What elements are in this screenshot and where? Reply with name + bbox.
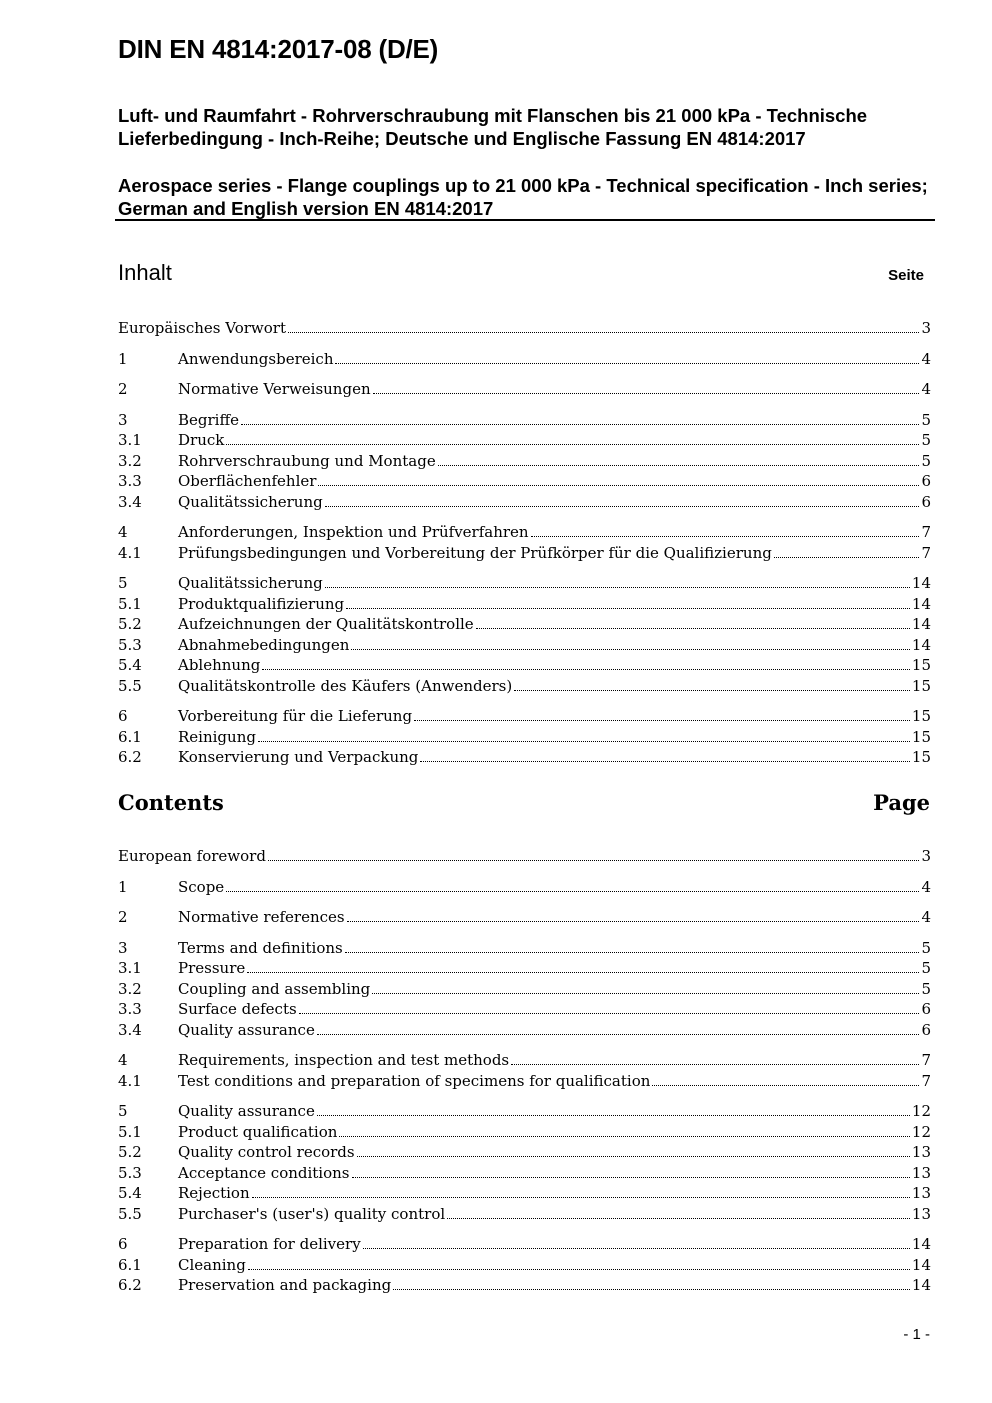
toc-entry-title: Abnahmebedingungen	[178, 635, 350, 654]
toc-entry-page: 14	[911, 1255, 931, 1274]
toc-entry-page: 15	[911, 676, 931, 695]
toc-dot-leader	[226, 444, 919, 445]
toc-entry-title: Rejection	[178, 1184, 250, 1202]
toc-entry[interactable]	[118, 1050, 931, 1071]
toc-entry[interactable]	[118, 1142, 931, 1163]
toc-dot-leader	[447, 1218, 910, 1219]
toc-entry-number: 5.4	[118, 656, 142, 674]
toc-dot-leader	[352, 1177, 910, 1178]
toc-entry[interactable]	[118, 1255, 931, 1276]
toc-entry[interactable]	[118, 958, 931, 979]
toc-entry[interactable]	[118, 727, 931, 748]
toc-entry-title: Quality control records	[178, 1143, 355, 1161]
toc-dot-leader	[247, 972, 919, 973]
toc-english-list	[118, 846, 931, 1296]
toc-entry-title: Product qualification	[178, 1122, 338, 1141]
toc-entry[interactable]	[118, 410, 931, 431]
toc-entry-title: Reinigung	[178, 727, 256, 746]
toc-entry-title: Konservierung und Verpackung	[178, 748, 419, 766]
toc-entry-number: 3	[118, 938, 128, 957]
toc-entry-number: 3.1	[118, 959, 142, 977]
toc-entry-number: 5.1	[118, 594, 142, 613]
toc-dot-leader	[414, 720, 910, 721]
toc-dot-leader	[347, 921, 920, 922]
toc-entry-page: 15	[911, 656, 931, 674]
toc-entry-number: 3.2	[118, 451, 142, 470]
toc-entry-page: 14	[911, 635, 931, 654]
toc-entry-number: 6.2	[118, 1276, 142, 1294]
toc-entry-page: 14	[911, 594, 931, 613]
toc-entry-number: 4.1	[118, 543, 142, 562]
toc-entry-title: Preservation and packaging	[178, 1276, 392, 1294]
toc-entry-page: 14	[911, 574, 931, 592]
document-title-german: Luft- und Raumfahrt - Rohrverschraubung mit Flanschen bis 21 000 kPa - Technische Lieferbedingung - Inch-Reihe; Deutsche und Englische Fassung EN 4814:2017	[118, 105, 868, 149]
toc-entry-title: European foreword	[118, 847, 266, 865]
toc-entry-title: Requirements, inspection and test methods	[178, 1051, 510, 1069]
toc-entry-number: 6	[118, 707, 128, 725]
toc-entry-page: 13	[911, 1204, 931, 1223]
toc-entry-page: 7	[921, 1051, 931, 1069]
page-number: - 1 -	[903, 1326, 930, 1343]
toc-entry[interactable]	[118, 1071, 931, 1092]
toc-entry-title: Acceptance conditions	[178, 1163, 350, 1182]
toc-entry-number: 5.1	[118, 1122, 142, 1141]
toc-entry[interactable]	[118, 430, 931, 451]
toc-entry-title: Test conditions and preparation of specimens for qualification	[178, 1071, 651, 1090]
toc-entry[interactable]	[118, 543, 931, 564]
toc-entry-title: Vorbereitung für die Lieferung	[178, 707, 413, 725]
document-id: DIN EN 4814:2017-08 (D/E)	[118, 34, 439, 64]
toc-dot-leader	[317, 1115, 910, 1116]
toc-english-page-label: Page	[873, 790, 930, 815]
toc-entry-page: 3	[921, 319, 931, 337]
header-divider	[115, 219, 935, 221]
toc-entry[interactable]	[118, 938, 931, 959]
toc-entry-title: Surface defects	[178, 1000, 297, 1018]
toc-dot-leader	[226, 891, 919, 892]
toc-entry[interactable]	[118, 379, 931, 400]
toc-entry-title: Druck	[178, 431, 225, 449]
toc-english-header	[118, 790, 930, 815]
toc-dot-leader	[372, 993, 919, 994]
toc-entry-number: 6.2	[118, 748, 142, 766]
toc-dot-leader	[318, 485, 919, 486]
toc-entry-title: Qualitätssicherung	[178, 492, 323, 511]
toc-dot-leader	[351, 649, 910, 650]
toc-dot-leader	[476, 628, 910, 629]
toc-entry-number: 2	[118, 908, 128, 926]
toc-entry[interactable]	[118, 846, 931, 867]
toc-german-page-label: Seite	[888, 267, 924, 284]
toc-entry-page: 4	[921, 877, 931, 896]
toc-german-header	[118, 260, 930, 286]
toc-dot-leader	[248, 1269, 910, 1270]
toc-entry-page: 6	[921, 1000, 931, 1018]
toc-entry[interactable]	[118, 573, 931, 594]
toc-dot-leader	[531, 536, 920, 537]
toc-entry-title: Qualitätssicherung	[178, 574, 323, 592]
toc-entry-number: 1	[118, 877, 128, 896]
toc-dot-leader	[325, 506, 920, 507]
toc-entry-title: Oberflächenfehler	[178, 472, 317, 490]
toc-entry-page: 7	[921, 543, 931, 562]
toc-entry-page: 14	[911, 615, 931, 633]
toc-entry-title: Pressure	[178, 959, 246, 977]
toc-entry-page: 5	[921, 979, 931, 998]
toc-entry-title: Europäisches Vorwort	[118, 319, 286, 337]
toc-dot-leader	[258, 741, 910, 742]
toc-dot-leader	[241, 424, 919, 425]
toc-entry-page: 6	[921, 1020, 931, 1039]
toc-entry-page: 6	[921, 472, 931, 490]
toc-entry-page: 15	[911, 707, 931, 725]
toc-entry-number: 4.1	[118, 1071, 142, 1090]
toc-entry[interactable]	[118, 471, 931, 492]
toc-entry-number: 3	[118, 410, 128, 429]
toc-entry[interactable]	[118, 1163, 931, 1184]
toc-entry[interactable]	[118, 1204, 931, 1225]
toc-entry-number: 3.1	[118, 431, 142, 449]
toc-entry[interactable]	[118, 614, 931, 635]
toc-entry-title: Cleaning	[178, 1255, 246, 1274]
toc-entry-number: 5.2	[118, 615, 142, 633]
toc-entry-number: 5.5	[118, 1204, 142, 1223]
toc-entry-page: 5	[921, 451, 931, 470]
toc-dot-leader	[325, 587, 910, 588]
toc-entry-number: 6.1	[118, 1255, 142, 1274]
toc-entry-title: Scope	[178, 877, 225, 896]
toc-entry-title: Produktqualifizierung	[178, 594, 345, 613]
toc-entry[interactable]	[118, 999, 931, 1020]
toc-entry-title: Begriffe	[178, 410, 240, 429]
toc-dot-leader	[357, 1156, 910, 1157]
toc-english-heading: Contents	[118, 790, 224, 815]
toc-entry[interactable]	[118, 451, 931, 472]
toc-entry-number: 4	[118, 523, 128, 541]
toc-entry-number: 3.3	[118, 1000, 142, 1018]
toc-entry-page: 15	[911, 748, 931, 766]
toc-entry[interactable]	[118, 1122, 931, 1143]
toc-dot-leader	[393, 1289, 910, 1290]
toc-entry[interactable]	[118, 349, 931, 370]
toc-entry-number: 5.5	[118, 676, 142, 695]
toc-entry[interactable]	[118, 1275, 931, 1296]
toc-entry-page: 4	[921, 349, 931, 368]
toc-entry[interactable]	[118, 522, 931, 543]
toc-entry[interactable]	[118, 1020, 931, 1041]
toc-dot-leader	[262, 669, 910, 670]
toc-entry[interactable]	[118, 706, 931, 727]
toc-entry-title: Anwendungsbereich	[178, 349, 334, 368]
toc-entry-number: 1	[118, 349, 128, 368]
toc-entry-title: Normative references	[178, 908, 345, 926]
toc-german-heading: Inhalt	[118, 260, 172, 285]
toc-dot-leader	[774, 557, 920, 558]
toc-entry[interactable]	[118, 635, 931, 656]
toc-entry-number: 5	[118, 1102, 128, 1120]
toc-entry-title: Terms and definitions	[178, 938, 343, 957]
toc-entry-page: 12	[911, 1102, 931, 1120]
toc-dot-leader	[299, 1013, 920, 1014]
toc-entry-number: 6	[118, 1235, 128, 1253]
toc-entry-number: 6.1	[118, 727, 142, 746]
toc-entry-page: 14	[911, 1235, 931, 1253]
toc-dot-leader	[511, 1064, 919, 1065]
toc-entry-page: 4	[921, 380, 931, 398]
toc-dot-leader	[252, 1197, 910, 1198]
toc-entry-title: Ablehnung	[178, 656, 261, 674]
toc-entry-number: 5.4	[118, 1184, 142, 1202]
toc-entry-title: Aufzeichnungen der Qualitätskontrolle	[178, 615, 474, 633]
toc-dot-leader	[339, 1136, 909, 1137]
toc-entry-title: Quality assurance	[178, 1102, 315, 1120]
toc-entry-title: Qualitätskontrolle des Käufers (Anwenders)	[178, 676, 513, 695]
toc-entry-number: 4	[118, 1051, 128, 1069]
toc-entry-title: Coupling and assembling	[178, 979, 371, 998]
toc-entry-page: 15	[911, 727, 931, 746]
toc-entry-page: 13	[911, 1184, 931, 1202]
toc-entry-page: 5	[921, 410, 931, 429]
toc-entry-page: 5	[921, 959, 931, 977]
toc-entry[interactable]	[118, 747, 931, 768]
toc-entry-page: 7	[921, 523, 931, 541]
toc-entry[interactable]	[118, 907, 931, 928]
toc-entry-number: 3.3	[118, 472, 142, 490]
toc-entry-number: 5	[118, 574, 128, 592]
toc-dot-leader	[288, 332, 919, 333]
toc-entry-page: 6	[921, 492, 931, 511]
toc-entry-page: 5	[921, 938, 931, 957]
toc-dot-leader	[363, 1248, 910, 1249]
toc-entry[interactable]	[118, 1183, 931, 1204]
toc-dot-leader	[346, 608, 910, 609]
toc-entry[interactable]	[118, 594, 931, 615]
toc-dot-leader	[268, 860, 920, 861]
toc-entry-page: 3	[921, 847, 931, 865]
toc-entry[interactable]	[118, 655, 931, 676]
toc-entry[interactable]	[118, 318, 931, 339]
toc-entry-page: 13	[911, 1143, 931, 1161]
toc-entry-title: Normative Verweisungen	[178, 380, 371, 398]
toc-entry-number: 3.4	[118, 1020, 142, 1039]
toc-entry-number: 5.3	[118, 1163, 142, 1182]
toc-entry-title: Quality assurance	[178, 1020, 315, 1039]
toc-entry-title: Prüfungsbedingungen und Vorbereitung der Prüfkörper für die Qualifizierung	[178, 543, 772, 562]
toc-dot-leader	[420, 761, 910, 762]
toc-entry-page: 5	[921, 431, 931, 449]
toc-entry-number: 3.2	[118, 979, 142, 998]
toc-entry-page: 12	[911, 1122, 931, 1141]
toc-entry[interactable]	[118, 492, 931, 513]
toc-dot-leader	[345, 952, 920, 953]
toc-entry-number: 2	[118, 380, 128, 398]
toc-german-list	[118, 318, 931, 768]
toc-entry-page: 4	[921, 908, 931, 926]
toc-entry[interactable]	[118, 1101, 931, 1122]
toc-entry-title: Purchaser's (user's) quality control	[178, 1204, 446, 1223]
toc-entry-number: 3.4	[118, 492, 142, 511]
toc-entry-page: 7	[921, 1071, 931, 1090]
toc-entry[interactable]	[118, 979, 931, 1000]
toc-entry-page: 14	[911, 1276, 931, 1294]
toc-entry[interactable]	[118, 1234, 931, 1255]
toc-entry-number: 5.3	[118, 635, 142, 654]
toc-dot-leader	[514, 690, 910, 691]
toc-dot-leader	[652, 1085, 919, 1086]
toc-dot-leader	[373, 393, 920, 394]
toc-dot-leader	[317, 1034, 920, 1035]
toc-dot-leader	[335, 363, 919, 364]
toc-entry-title: Preparation for delivery	[178, 1235, 361, 1253]
toc-entry[interactable]	[118, 877, 931, 898]
toc-entry-page: 13	[911, 1163, 931, 1182]
toc-dot-leader	[438, 465, 920, 466]
toc-entry-title: Anforderungen, Inspektion und Prüfverfahren	[178, 523, 529, 541]
document-title-english: Aerospace series - Flange couplings up to 21 000 kPa - Technical specification - Inch series; German and English version EN 4814:2017	[118, 175, 928, 219]
toc-entry-title: Rohrverschraubung und Montage	[178, 451, 436, 470]
toc-entry[interactable]	[118, 676, 931, 697]
toc-entry-number: 5.2	[118, 1143, 142, 1161]
